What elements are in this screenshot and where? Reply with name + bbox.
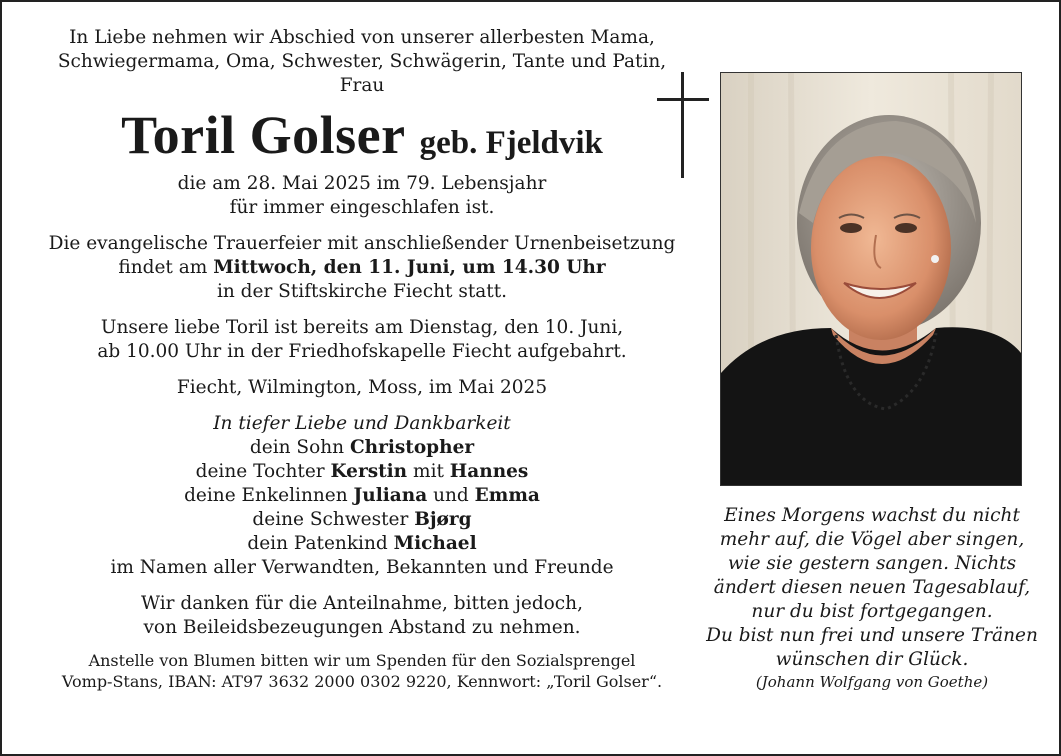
intro-line-2: Schwiegermama, Oma, Schwester, Schwägerin, Tante und Patin, xyxy=(57,51,667,72)
deceased-name: Toril Golser xyxy=(121,105,406,165)
service-line-3: in der Stiftskirche Fiecht statt. xyxy=(216,281,508,302)
poem-line: Du bist nun frei und unsere Tränen xyxy=(706,625,1038,646)
deceased-name-row xyxy=(22,104,702,166)
poem-line: wünschen dir Glück. xyxy=(775,649,969,670)
service-line-2 xyxy=(22,256,702,280)
poem-line: ändert diesen neuen Tagesablauf, xyxy=(713,577,1031,598)
intro-line-3: Frau xyxy=(339,75,385,96)
maiden-name: geb. Fjeldvik xyxy=(419,125,603,161)
poem-line: mehr auf, die Vögel aber singen, xyxy=(719,529,1025,550)
donation-line-2: Vomp-Stans, IBAN: AT97 3632 2000 0302 9220, Kennwort: „Toril Golser“. xyxy=(61,672,663,691)
mourner-sister: deine Schwester Bjørg xyxy=(252,509,472,530)
death-line-2: für immer eingeschlafen ist. xyxy=(229,197,495,218)
mourner-son: dein Sohn Christopher xyxy=(249,437,475,458)
mourner-grandchildren: deine Enkelinnen Juliana und Emma xyxy=(184,485,540,506)
mourners-others: im Namen aller Verwandten, Bekannten und Freunde xyxy=(110,557,614,578)
donation-line-1: Anstelle von Blumen bitten wir um Spenden für den Sozialsprengel xyxy=(88,651,636,670)
service-line-1: Die evangelische Trauerfeier mit anschließender Urnenbeisetzung xyxy=(48,233,676,254)
mourner-daughter: deine Tochter Kerstin mit Hannes xyxy=(195,461,529,482)
service-prefix: findet am xyxy=(118,257,214,278)
death-line-1: die am 28. Mai 2025 im 79. Lebensjahr xyxy=(177,173,547,194)
mourners-heading: In tiefer Liebe und Dankbarkeit xyxy=(213,413,511,434)
obituary-text-column xyxy=(22,26,702,692)
thanks-line-2: von Beileidsbezeugungen Abstand zu nehmen. xyxy=(143,617,581,638)
poem-line: Eines Morgens wachst du nicht xyxy=(724,505,1020,526)
service-date-time: Mittwoch, den 11. Juni, um 14.30 Uhr xyxy=(213,257,606,278)
poem-line: wie sie gestern sangen. Nichts xyxy=(727,553,1017,574)
thanks-line-1: Wir danken für die Anteilnahme, bitten jedoch, xyxy=(141,593,583,614)
mourner-godchild: dein Patenkind Michael xyxy=(247,533,477,554)
intro-line-1: In Liebe nehmen wir Abschied von unserer allerbesten Mama, xyxy=(69,27,655,48)
viewing-line-2: ab 10.00 Uhr in der Friedhofskapelle Fiecht aufgebahrt. xyxy=(97,341,627,362)
portrait-photo xyxy=(720,72,1022,486)
poem-line: nur du bist fortgegangen. xyxy=(751,601,993,622)
cross-icon xyxy=(657,72,709,180)
poem-author: (Johann Wolfgang von Goethe) xyxy=(755,673,989,691)
viewing-line-1: Unsere liebe Toril ist bereits am Dienstag, den 10. Juni, xyxy=(100,317,624,338)
poem xyxy=(692,504,1052,692)
place-date: Fiecht, Wilmington, Moss, im Mai 2025 xyxy=(176,377,548,398)
